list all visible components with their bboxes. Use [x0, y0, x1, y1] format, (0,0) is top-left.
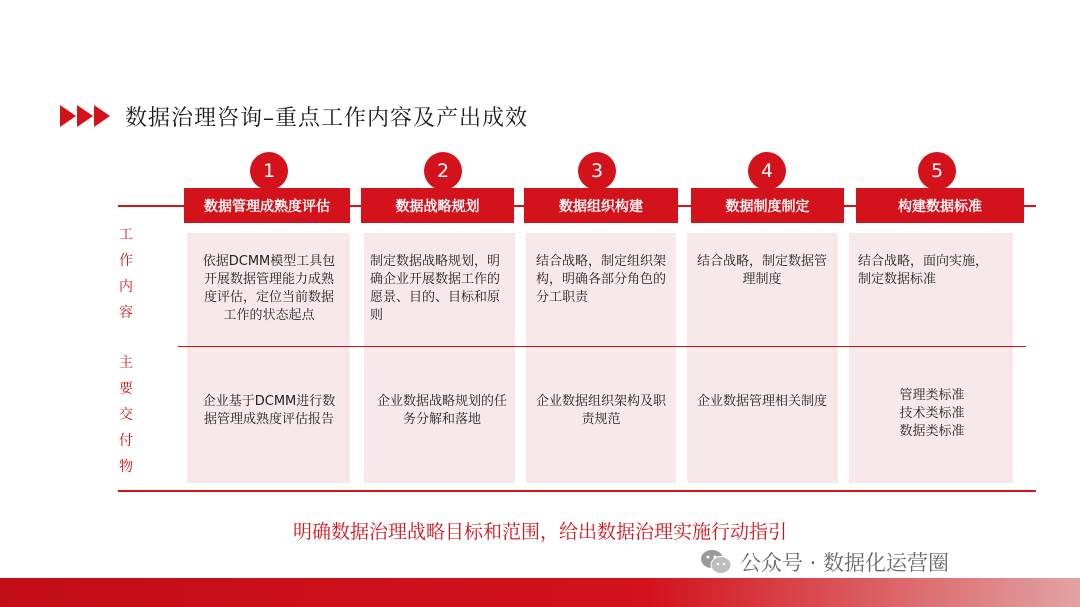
step-number-1: 1 — [250, 152, 288, 190]
work-content-4: 结合战略，制定数据管理制度 — [697, 254, 828, 287]
column-header-4: 数据制度制定 — [691, 188, 844, 223]
wechat-icon — [700, 549, 732, 575]
watermark — [700, 547, 949, 577]
step-number-5: 5 — [918, 152, 956, 190]
column-header-5: 构建数据标准 — [856, 188, 1024, 223]
page-title: 数据治理咨询–重点工作内容及产出成效 — [125, 105, 529, 131]
deliverable-1: 企业基于DCMM进行数据管理成熟度评估报告 — [202, 394, 336, 427]
chevron-arrows-icon — [60, 105, 111, 127]
step-number-2: 2 — [424, 152, 462, 190]
deliverable-5: 管理类标准 技术类标准 数据类标准 — [899, 388, 965, 439]
tagline: 明确数据治理战略目标和范围，给出数据治理实施行动指引 — [292, 521, 787, 543]
column-header-1: 数据管理成熟度评估 — [184, 188, 350, 223]
watermark-text: 公众号 · 数据化运营圈 — [740, 551, 950, 575]
work-content-3: 结合战略，制定组织架构，明确各部分角色的分工职责 — [536, 254, 667, 305]
deliverable-2: 企业数据战略规划的任务分解和落地 — [376, 394, 507, 427]
row-label-work: 工 作 内 容 — [119, 227, 133, 321]
deliverable-4: 企业数据管理相关制度 — [696, 394, 827, 409]
row-label-deliverables: 主 要 交 付 物 — [119, 355, 133, 475]
work-content-5: 结合战略，面向实施，制定数据标准 — [858, 254, 989, 287]
column-header-3: 数据组织构建 — [524, 188, 678, 223]
column-header-2: 数据战略规划 — [361, 188, 514, 223]
middle-divider — [178, 346, 1026, 347]
step-number-3: 3 — [578, 152, 616, 190]
bottom-divider — [118, 490, 1036, 492]
title-row — [60, 100, 528, 132]
step-number-4: 4 — [748, 152, 786, 190]
deliverable-3: 企业数据组织架构及职责规范 — [535, 394, 666, 427]
work-content-1: 依据DCMM模型工具包开展数据管理能力成熟度评估，定位当前数据工作的状态起点 — [202, 254, 336, 323]
bottom-accent-bar — [0, 578, 1080, 607]
work-content-2: 制定数据战略规划，明确企业开展数据工作的愿景、目的、目标和原则 — [370, 254, 501, 323]
